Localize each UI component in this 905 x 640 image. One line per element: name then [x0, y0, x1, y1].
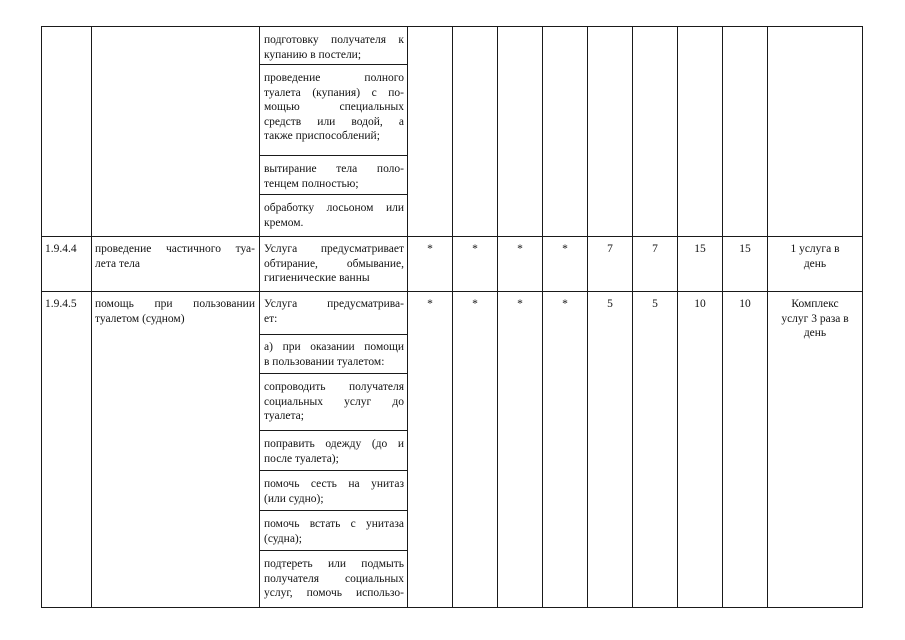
table-border-left — [41, 26, 42, 608]
service-name — [95, 297, 255, 326]
frequency-cell — [768, 297, 862, 341]
value-cell: * — [427, 298, 433, 310]
desc-line: Услуга предусматрива- — [264, 298, 404, 310]
col-sep-v6 — [677, 26, 678, 608]
desc-line: тенцем полностью; — [264, 177, 359, 190]
col-sep-name — [259, 26, 260, 608]
value-cell: 15 — [694, 243, 706, 255]
desc-line: (или судно); — [264, 492, 324, 505]
table-border-right — [862, 26, 863, 608]
value-cell: 15 — [739, 243, 751, 255]
freq-line: день — [803, 257, 827, 270]
row-sep-1944-top — [41, 236, 863, 237]
desc-cell — [264, 517, 404, 546]
desc-line: подтереть или подмыть — [264, 558, 404, 570]
desc-line: в пользовании туалетом: — [264, 355, 385, 368]
freq-line: 1 услуга в — [790, 243, 840, 255]
col-sep-v1 — [452, 26, 453, 608]
desc-cell — [264, 437, 404, 466]
desc-line: мощью специальных — [264, 101, 404, 114]
freq-line: день — [803, 327, 827, 340]
value-cell: 10 — [694, 298, 706, 310]
col-sep-desc — [407, 26, 408, 608]
desc-cell — [264, 33, 404, 62]
desc-cell-sep — [259, 470, 408, 471]
desc-line: помочь встать с унитаза — [264, 518, 404, 530]
freq-line: услуг 3 раза в — [781, 312, 849, 325]
desc-cell-sep — [259, 155, 408, 156]
value-cell: * — [472, 298, 478, 310]
desc-line: средств или водой, а — [264, 115, 404, 128]
col-sep-v4 — [587, 26, 588, 608]
desc-line: (судна); — [264, 532, 302, 545]
value-cell: 7 — [607, 243, 613, 255]
table-border-bottom — [41, 607, 863, 608]
desc-line: туалета; — [264, 410, 304, 423]
freq-line: Комплекс — [791, 298, 839, 310]
table-border-top — [41, 26, 863, 27]
col-sep-v7 — [722, 26, 723, 608]
desc-cell-sep — [259, 430, 408, 431]
desc-line: также приспособлений; — [264, 130, 380, 143]
name-line: проведение частичного туа- — [95, 243, 255, 255]
service-number: 1.9.4.5 — [45, 298, 77, 310]
service-name — [95, 242, 255, 271]
desc-line: проведение полного — [264, 72, 404, 84]
desc-cell — [264, 380, 404, 424]
desc-cell — [264, 340, 404, 369]
col-sep-v2 — [497, 26, 498, 608]
desc-cell-sep — [259, 194, 408, 195]
desc-cell-sep — [259, 550, 408, 551]
row-sep-1945-top — [41, 291, 863, 292]
name-line: туалетом (судном) — [95, 312, 185, 325]
desc-line: купанию в постели; — [264, 48, 362, 61]
col-sep-v3 — [542, 26, 543, 608]
desc-cell — [264, 557, 404, 601]
desc-cell-sep — [259, 510, 408, 511]
value-cell: * — [427, 243, 433, 255]
desc-line: гигиенические ванны — [264, 272, 370, 285]
value-cell: 5 — [652, 298, 658, 310]
desc-cell — [264, 162, 404, 191]
value-cell: * — [472, 243, 478, 255]
desc-line: помочь сесть на унитаз — [264, 478, 404, 490]
value-cell: 10 — [739, 298, 751, 310]
frequency-cell — [768, 242, 862, 271]
name-line: лета тела — [95, 257, 140, 270]
service-number: 1.9.4.4 — [45, 243, 77, 255]
value-cell: * — [562, 298, 568, 310]
desc-line: сопроводить получателя — [264, 381, 404, 393]
desc-line: поправить одежду (до и — [264, 438, 404, 450]
desc-cell — [264, 201, 404, 230]
desc-line: социальных услуг до — [264, 395, 404, 408]
desc-line: после туалета); — [264, 452, 339, 465]
desc-line: Услуга предусматривает — [264, 243, 404, 255]
desc-cell-sep — [259, 373, 408, 374]
desc-line: вытирание тела поло- — [264, 163, 404, 175]
name-line: помощь при пользовании — [95, 298, 255, 310]
desc-line: обработку лосьоном или — [264, 202, 404, 214]
desc-line: кремом. — [264, 216, 304, 229]
value-cell: 5 — [607, 298, 613, 310]
value-cell: * — [517, 298, 523, 310]
desc-cell — [264, 477, 404, 506]
desc-line: туалета (купания) с по- — [264, 86, 404, 99]
value-cell: * — [562, 243, 568, 255]
col-sep-v5 — [632, 26, 633, 608]
desc-cell-sep — [259, 334, 408, 335]
desc-line: получателя социальных — [264, 572, 404, 585]
desc-cell-sep — [259, 64, 408, 65]
desc-line: а) при оказании помощи — [264, 341, 404, 353]
value-cell: 7 — [652, 243, 658, 255]
col-sep-num — [91, 26, 92, 608]
desc-line: услуг, помочь использо- — [264, 587, 404, 600]
value-cell: * — [517, 243, 523, 255]
desc-line: подготовку получателя к — [264, 34, 404, 46]
desc-cell — [264, 242, 404, 286]
desc-line: обтирание, обмывание, — [264, 257, 404, 270]
desc-cell — [264, 71, 404, 144]
desc-line: ет: — [264, 312, 278, 325]
desc-cell — [264, 297, 404, 326]
